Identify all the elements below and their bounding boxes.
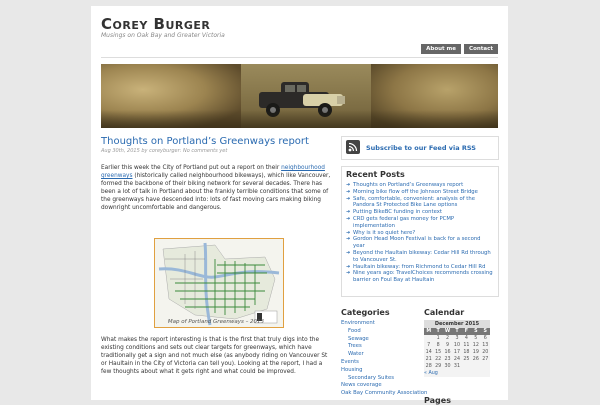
nav-contact[interactable]: Contact <box>464 44 498 54</box>
categories-widget <box>341 308 428 398</box>
calendar-day: 18 <box>463 350 470 355</box>
category-link[interactable]: Trees <box>348 343 362 350</box>
pages-title: Pages <box>424 396 451 405</box>
calendar-day: 25 <box>463 357 470 362</box>
recent-post-link[interactable]: ➜ Thoughts on Portland’s Greenways report <box>346 182 494 189</box>
category-link[interactable]: Oak Bay Community Association <box>341 390 428 397</box>
calendar-prev-link[interactable]: « Aug <box>424 370 490 377</box>
post-meta: Aug 30th, 2015 by coreyburger: No comments yet <box>101 148 228 154</box>
recent-post-link[interactable]: ➜ Putting BikeBC funding in context <box>346 209 494 216</box>
calendar-day: 3 <box>452 335 461 342</box>
calendar-day: 16 <box>444 350 451 355</box>
calendar-month: December 2015 <box>424 320 490 328</box>
calendar-day: 26 <box>472 357 479 362</box>
calendar-day <box>462 363 471 370</box>
category-link[interactable]: Water <box>348 351 364 358</box>
calendar-day: 4 <box>462 335 471 342</box>
recent-posts-title: Recent Posts <box>346 170 405 179</box>
calendar-day: 28 <box>425 364 432 369</box>
recent-post-link[interactable]: ➜ Morning bike flow off the Johnson Street Bridge <box>346 189 494 196</box>
rss-icon[interactable] <box>346 140 360 154</box>
calendar-day: 9 <box>443 342 452 349</box>
site-title[interactable]: Corey Burger <box>101 15 211 33</box>
recent-post-link[interactable]: ➜ Gordon Head Moon Festival is back for a second year <box>346 236 494 250</box>
main-content <box>101 136 331 375</box>
calendar-day <box>424 335 433 342</box>
calendar-day: 31 <box>453 364 461 369</box>
post-comments[interactable]: No comments yet <box>182 148 228 154</box>
portland-greenways-map[interactable] <box>154 238 284 328</box>
category-link[interactable]: Environment <box>341 320 375 326</box>
top-nav <box>421 44 498 54</box>
calendar-day: 21 <box>425 357 432 362</box>
category-link[interactable]: Housing <box>341 366 363 373</box>
post-author[interactable]: coreyburger <box>149 148 180 154</box>
calendar-day: 15 <box>435 350 442 355</box>
calendar-day: 22 <box>435 357 442 362</box>
calendar-day <box>481 363 490 370</box>
calendar-day-header: M <box>424 328 433 335</box>
rss-subscribe-link[interactable]: Subscribe to our Feed via RSS <box>366 144 476 152</box>
calendar-day: 30 <box>444 364 451 369</box>
category-link[interactable]: Food <box>348 327 361 334</box>
greenways-link[interactable]: neighbourhood greenways <box>101 165 325 179</box>
calendar-day: 14 <box>425 350 432 355</box>
calendar-day: 10 <box>453 343 461 348</box>
calendar-day: 8 <box>433 342 442 349</box>
calendar-day-header: S <box>481 328 490 335</box>
calendar-day-header: T <box>433 328 442 335</box>
map-caption: Map of Portland Greenways – 2013 <box>167 319 265 325</box>
category-link[interactable]: Events <box>341 358 359 365</box>
recent-post-link[interactable]: ➜ Haultain bikeway: from Richmond to Cedar Hill Rd <box>346 264 494 271</box>
calendar-day: 1 <box>433 335 442 342</box>
calendar-day: 24 <box>453 357 461 362</box>
calendar-day: 29 <box>435 364 442 369</box>
category-link[interactable]: Sewage <box>348 335 369 342</box>
recent-post-link[interactable]: ➜ Nine years ago: TravelChoices recommends crossing barrier on Foul Bay at Haultain <box>346 270 494 284</box>
nav-about-me[interactable]: About me <box>421 44 461 54</box>
calendar-day-header: S <box>471 328 480 335</box>
sidebar <box>341 136 499 405</box>
recent-post-link[interactable]: ➜ Safe, comfortable, convenient: analysis of the Pandora St Protected Bike Lane options <box>346 196 494 210</box>
calendar-day-header: F <box>462 328 471 335</box>
calendar-title: Calendar <box>424 308 465 317</box>
calendar-day: 11 <box>463 343 470 348</box>
page <box>91 6 508 405</box>
category-link[interactable]: News coverage <box>341 382 382 389</box>
calendar-day: 12 <box>472 343 479 348</box>
recent-post-link[interactable]: ➜ Beyond the Haultain bikeway: Cedar Hill Rd through to Vancouver St. <box>346 250 494 264</box>
rss-widget <box>341 136 499 160</box>
category-link[interactable]: Secondary Suites <box>348 374 395 381</box>
calendar-day: 20 <box>482 350 489 355</box>
categories-title: Categories <box>341 308 390 317</box>
post-paragraph-2: What makes the report interesting is that is the first that truly digs into the existing conditions and sets out clear targets for greenways, which have traditionally get a sign and not much else (as anybody riding on Vancouver St or Haultain in the City of Victoria can tell you). Looking at the report, I had a few thoughts about what it gets right and what could be improved. <box>101 337 328 375</box>
recent-post-link[interactable]: ➜ CRD gets federal gas money for PCMP implementation <box>346 216 494 230</box>
recent-posts-widget <box>341 166 499 297</box>
site-description: Musings on Oak Bay and Greater Victoria <box>101 32 225 39</box>
calendar-day: 19 <box>472 350 479 355</box>
calendar-day: 23 <box>444 357 451 362</box>
calendar-day: 5 <box>471 335 480 342</box>
calendar-day: 17 <box>453 350 461 355</box>
calendar-day-header: T <box>452 328 461 335</box>
calendar-day <box>471 363 480 370</box>
nav-divider <box>101 57 498 58</box>
calendar-day: 7 <box>424 342 433 349</box>
post-by: by <box>141 148 148 154</box>
calendar-day: 13 <box>482 343 489 348</box>
post-paragraph-1: Earlier this week the City of Portland put out a report on their neighbourhood greenways (historically called neighbourhood bikeways), which like Vancouver, formed the backbone of their biking network for several decades. There has been a lot of talk in Portland about the frankly terrible conditions that some of the greenways have descended into: lots of fast moving cars making biking downright uncomfortable and dangerous. <box>101 165 331 211</box>
post-title[interactable]: Thoughts on Portland’s Greenways report <box>101 136 309 147</box>
calendar-day-header: W <box>443 328 452 335</box>
calendar-day: 27 <box>482 357 489 362</box>
recent-post-link[interactable]: ➜ Why is it so quiet here? <box>346 230 494 237</box>
calendar-day: 6 <box>481 335 490 342</box>
calendar-table <box>424 320 490 377</box>
header-image <box>101 64 498 128</box>
calendar-day: 2 <box>443 335 452 342</box>
post-date: Aug 30th, 2015 <box>101 148 140 154</box>
calendar-widget <box>424 308 494 377</box>
